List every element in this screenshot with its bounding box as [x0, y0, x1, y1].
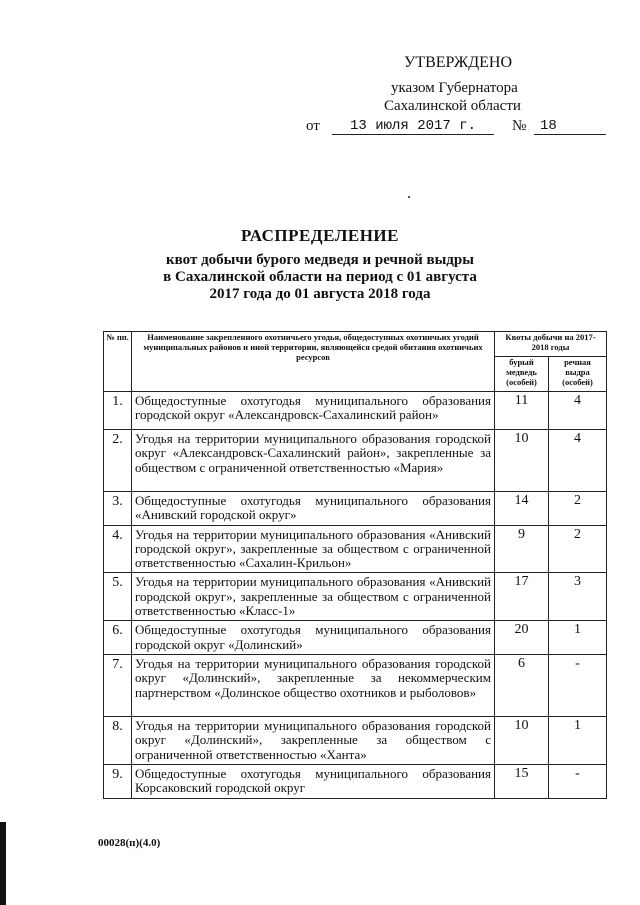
header-otter: речная выдра (особей) — [549, 357, 607, 392]
table-row — [104, 573, 607, 621]
row-name: Общедоступные охотугодья муниципального образования городской округ «Долинский» — [132, 621, 495, 655]
row-bear-quota: 15 — [495, 764, 549, 798]
row-name: Общедоступные охотугодья муниципального образования городской округ «Александровск-Сахалинский район» — [132, 392, 495, 430]
header-name: Наименование закрепленного охотничьего угодья, общедоступных охотничьих угодий муниципальных районов и иной территории, являющейся средой обитания охотничьих ресурсов — [132, 332, 495, 392]
row-bear-quota: 10 — [495, 430, 549, 492]
table-row — [104, 430, 607, 492]
table-row — [104, 492, 607, 526]
row-number: 7. — [104, 655, 132, 717]
row-otter-quota: - — [549, 655, 607, 717]
row-name: Угодья на территории муниципального образования городской округ «Долинский», закрепленные за некоммерческим партнерством «Долинское общество охотников и рыболовов» — [132, 655, 495, 717]
approved-stamp-text: УТВЕРЖДЕНО — [404, 54, 513, 71]
number-label: № — [512, 118, 527, 134]
document-subtitle-line-1: квот добычи бурого медведя и речной выдры — [166, 252, 474, 268]
table-header-row — [104, 332, 607, 357]
table-row — [104, 392, 607, 430]
row-number: 4. — [104, 525, 132, 573]
row-number: 1. — [104, 392, 132, 430]
row-number: 3. — [104, 492, 132, 526]
header-quota: Квоты добычи на 2017-2018 годы — [495, 332, 607, 357]
form-code: 00028(п)(4.0) — [98, 837, 161, 849]
document-subtitle-line-3: 2017 года до 01 августа 2018 года — [209, 286, 431, 302]
table-row — [104, 717, 607, 765]
header-bear: бурый медведь (особей) — [495, 357, 549, 392]
row-bear-quota: 11 — [495, 392, 549, 430]
table-row — [104, 621, 607, 655]
row-otter-quota: 4 — [549, 430, 607, 492]
table-row — [104, 764, 607, 798]
region-text: Сахалинской области — [384, 98, 521, 114]
row-otter-quota: 1 — [549, 717, 607, 765]
quota-table — [103, 331, 607, 799]
date-label: от — [306, 118, 320, 134]
row-otter-quota: 2 — [549, 492, 607, 526]
header-num: № пп. — [104, 332, 132, 392]
decree-date-row — [306, 118, 600, 138]
row-number: 5. — [104, 573, 132, 621]
row-name: Общедоступные охотугодья муниципального образования «Анивский городской округ» — [132, 492, 495, 526]
row-name: Угодья на территории муниципального образования городской округ «Долинский», закрепленные за обществом с ограниченной ответственностью «Ханта» — [132, 717, 495, 765]
row-bear-quota: 14 — [495, 492, 549, 526]
document-subtitle-line-2: в Сахалинской области на период с 01 августа — [163, 269, 477, 285]
row-number: 8. — [104, 717, 132, 765]
number-value: 18 — [534, 118, 606, 135]
row-otter-quota: 4 — [549, 392, 607, 430]
row-number: 9. — [104, 764, 132, 798]
date-value: 13 июля 2017 г. — [332, 118, 494, 135]
row-bear-quota: 6 — [495, 655, 549, 717]
row-bear-quota: 9 — [495, 525, 549, 573]
table-row — [104, 525, 607, 573]
row-otter-quota: 3 — [549, 573, 607, 621]
row-otter-quota: 1 — [549, 621, 607, 655]
row-otter-quota: 2 — [549, 525, 607, 573]
row-otter-quota: - — [549, 764, 607, 798]
row-name: Общедоступные охотугодья муниципального образования Корсаковский городской округ — [132, 764, 495, 798]
row-number: 6. — [104, 621, 132, 655]
table-row — [104, 655, 607, 717]
row-name: Угодья на территории муниципального образования городской округ «Александровск-Сахалинский район», закрепленные за обществом с ограниченной ответственностью «Мария» — [132, 430, 495, 492]
row-name: Угодья на территории муниципального образования «Анивский городской округ», закрепленные за обществом с ограниченной ответственностью «Класс-1» — [132, 573, 495, 621]
decree-text: указом Губернатора — [391, 80, 518, 96]
document-title: РАСПРЕДЕЛЕНИЕ — [241, 226, 399, 245]
row-bear-quota: 17 — [495, 573, 549, 621]
row-name: Угодья на территории муниципального образования «Анивский городской округ», закрепленные за обществом с ограниченной ответственностью «Сахалин-Крильон» — [132, 525, 495, 573]
row-number: 2. — [104, 430, 132, 492]
scan-dot — [408, 196, 410, 198]
row-bear-quota: 20 — [495, 621, 549, 655]
scan-edge-mark — [0, 822, 6, 905]
row-bear-quota: 10 — [495, 717, 549, 765]
